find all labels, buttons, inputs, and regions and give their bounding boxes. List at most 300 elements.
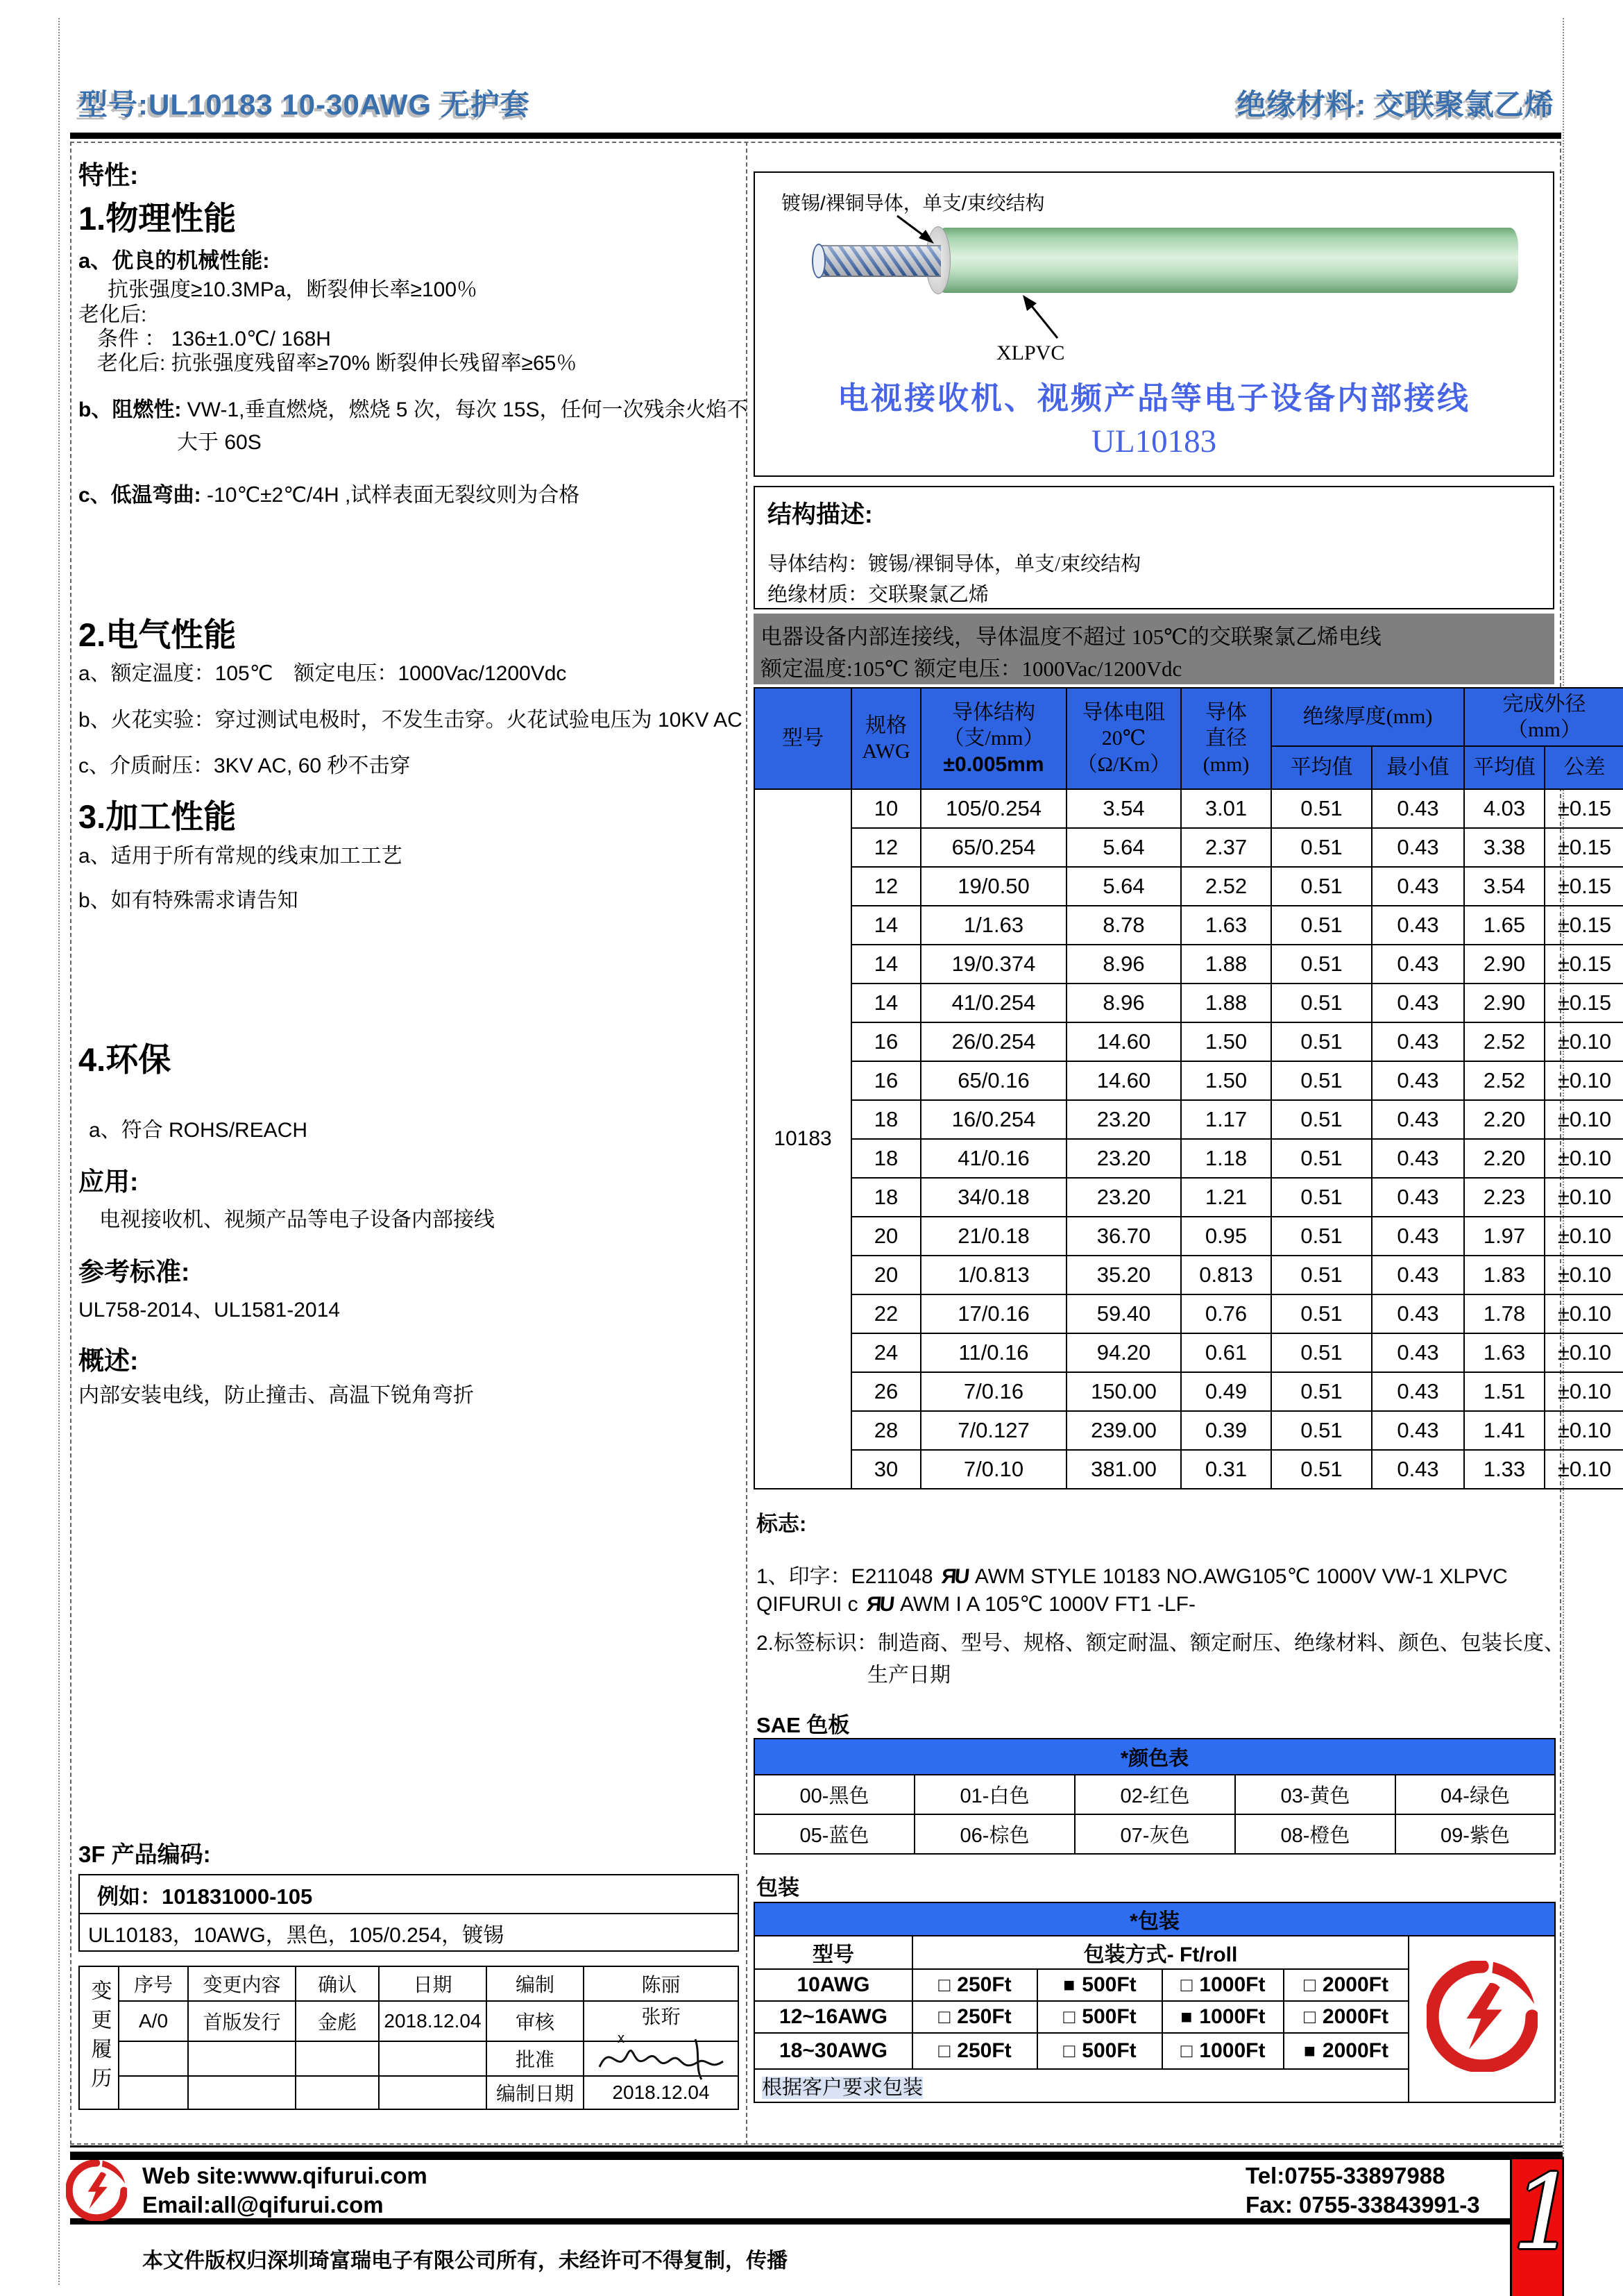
doc-title-model: 型号:UL10183 10-30AWG 无护套: [78, 88, 530, 121]
cell: 首版发行: [188, 2001, 296, 2041]
table-row: [754, 1256, 1623, 1294]
col-header-method: 包装方式- Ft/roll: [912, 1936, 1409, 1969]
sae-color-label: SAE 色板: [756, 1713, 850, 1737]
table-row: [754, 1775, 1555, 1814]
table-row: [754, 945, 1623, 984]
cell: 陈丽: [584, 1966, 738, 2001]
label: （mm）: [1507, 718, 1581, 741]
cell: 08-橙色: [1235, 1814, 1395, 1854]
cell: 20: [851, 1217, 921, 1256]
cell: 1.88: [1181, 945, 1271, 984]
footer-fax: Fax: 0755-33843991-3: [1246, 2192, 1480, 2218]
cell: 1.65: [1464, 906, 1545, 945]
cell: 94.20: [1067, 1333, 1181, 1372]
cell: 1/1.63: [921, 906, 1067, 945]
reviewer-name-cell: 张珩: [584, 2001, 738, 2041]
label: 1000Ft: [1199, 2039, 1266, 2062]
marking-line3: 2.标签标识：制造商、型号、规格、额定耐温、额定耐压、绝缘材料、颜色、包装长度、: [756, 1632, 1565, 1655]
checkbox-icon: ■: [1304, 2040, 1316, 2061]
label: 2000Ft: [1322, 2039, 1388, 2062]
cell: 0.43: [1372, 906, 1464, 945]
cell: ±0.10: [1545, 1061, 1623, 1100]
cell: 2.52: [1464, 1022, 1545, 1061]
cell: 0.43: [1372, 1372, 1464, 1411]
packaging-note-text: 根据客户要求包装: [762, 2076, 924, 2099]
cell: [188, 2041, 296, 2076]
cell: 0.31: [1181, 1450, 1271, 1489]
product-code-example: 例如：101831000-105: [80, 1875, 738, 1914]
col-header-finished-od: [1464, 688, 1623, 746]
table-row: [754, 984, 1623, 1022]
cell: 3.54: [1464, 867, 1545, 906]
application-heading: 应用:: [78, 1167, 139, 1196]
col-header-insulation-thickness: 绝缘厚度(mm): [1271, 688, 1464, 746]
table-row: [79, 2041, 738, 2076]
cell: 0.43: [1372, 828, 1464, 867]
cell: ±0.10: [1545, 1100, 1623, 1139]
phys-a-title: a、优良的机械性能:: [78, 248, 270, 273]
table-header-row: [754, 688, 1623, 746]
col-header-model: 型号: [754, 688, 851, 789]
page-number-box: [1510, 2153, 1578, 2296]
footer-thick-rule-top: [70, 2152, 1563, 2160]
marking-line1-post: AWM STYLE 10183 NO.AWG105℃ 1000V VW-1 XLPVC: [974, 1565, 1508, 1588]
product-code-desc: UL10183，10AWG，黑色，105/0.254，镀锡: [88, 1924, 504, 1947]
marking-line1: [756, 1559, 1508, 1589]
label: （Ω/Km）: [1076, 752, 1171, 776]
cell: [1037, 2001, 1162, 2033]
checkbox-icon: □: [1304, 1974, 1316, 1995]
col-header-awg: [851, 688, 921, 789]
structure-line1: 导体结构：镀锡/裸铜导体，单支/束绞结构: [767, 553, 1141, 575]
label: 导体电阻: [1082, 700, 1166, 724]
cell: 0.813: [1181, 1256, 1271, 1294]
cell: ±0.10: [1545, 1178, 1623, 1217]
cell: 0.51: [1271, 1372, 1372, 1411]
cell: 14: [851, 945, 921, 984]
cell: 23.20: [1067, 1100, 1181, 1139]
cell: 金彪: [296, 2001, 379, 2041]
cell: [296, 2041, 379, 2076]
cell: 0.61: [1181, 1333, 1271, 1372]
cell: 10: [851, 789, 921, 828]
cell: 0.51: [1271, 1333, 1372, 1372]
table-row: [79, 1966, 738, 2001]
cell: 0.51: [1271, 1256, 1372, 1294]
label: 导体: [1205, 700, 1247, 724]
structure-line2: 绝缘材质：交联聚氯乙烯: [767, 584, 989, 606]
phys-b-line2: 大于 60S: [177, 431, 262, 454]
cell: [296, 2076, 379, 2109]
cell: 1.88: [1181, 984, 1271, 1022]
cell: ±0.15: [1545, 906, 1623, 945]
cell: 8.96: [1067, 984, 1181, 1022]
cell: 3.38: [1464, 828, 1545, 867]
column-divider: [746, 142, 747, 2145]
cell: 20: [851, 1256, 921, 1294]
cell: 14.60: [1067, 1061, 1181, 1100]
cell: ±0.15: [1545, 789, 1623, 828]
cell: 0.43: [1372, 789, 1464, 828]
cell: 0.51: [1271, 1450, 1372, 1489]
cell: 1.18: [1181, 1139, 1271, 1178]
cell: ±0.15: [1545, 945, 1623, 984]
table-row: [754, 906, 1623, 945]
cell: 1.41: [1464, 1411, 1545, 1450]
cell: [379, 2076, 486, 2109]
cell: 26: [851, 1372, 921, 1411]
cell: 7/0.127: [921, 1411, 1067, 1450]
phys-c-line: [78, 478, 579, 508]
cell: 0.51: [1271, 1100, 1372, 1139]
cell: 239.00: [1067, 1411, 1181, 1450]
table-header-row: [754, 1902, 1555, 1936]
cell: 12: [851, 867, 921, 906]
cell: 批准: [486, 2041, 584, 2076]
cell: 16: [851, 1022, 921, 1061]
cell: 0.51: [1271, 945, 1372, 984]
cell: 35.20: [1067, 1256, 1181, 1294]
packaging-note: [754, 2069, 1409, 2102]
label: 500Ft: [1082, 2005, 1137, 2028]
cell: ±0.10: [1545, 1450, 1623, 1489]
cell: 0.51: [1271, 828, 1372, 867]
phys-aging-result: 老化后: 抗张强度残留率≥70% 断裂伸长残留率≥65％: [97, 352, 577, 375]
packaging-table: [754, 1902, 1556, 2103]
cell: 0.43: [1372, 1411, 1464, 1450]
cell: 1.21: [1181, 1178, 1271, 1217]
table-row: [754, 1139, 1623, 1178]
cell: 0.43: [1372, 1450, 1464, 1489]
cell: ±0.10: [1545, 1139, 1623, 1178]
ul-mark-icon: ЯU: [865, 1593, 894, 1616]
cell: 0.76: [1181, 1294, 1271, 1333]
col-header-resistance: [1067, 688, 1181, 789]
table-row: [754, 789, 1623, 828]
table-row: [754, 1061, 1623, 1100]
product-code-heading: 3F 产品编码:: [78, 1841, 211, 1867]
col-header-model: 型号: [754, 1936, 912, 1969]
cell: 0.51: [1271, 789, 1372, 828]
cell: [1284, 1969, 1409, 2001]
label: 1000Ft: [1199, 1973, 1266, 1996]
cell: 1.78: [1464, 1294, 1545, 1333]
cell: [1162, 1969, 1284, 2001]
checkbox-icon: □: [1180, 1974, 1193, 1995]
cell: 0.51: [1271, 867, 1372, 906]
checkbox-icon: □: [1180, 2040, 1193, 2061]
cell: 0.43: [1372, 1178, 1464, 1217]
structure-heading: 结构描述:: [767, 501, 873, 528]
copyright-line: 本文件版权归深圳琦富瑞电子有限公司所有，未经许可不得复制，传播: [142, 2249, 788, 2272]
proc-a: a、适用于所有常规的线束加工工艺: [78, 845, 402, 868]
col-subheader-tol: 公差: [1545, 746, 1623, 789]
cell: 0.39: [1181, 1411, 1271, 1450]
cell: ±0.10: [1545, 1217, 1623, 1256]
label: 2000Ft: [1322, 2005, 1388, 2028]
processing-heading: 3.加工性能: [78, 798, 237, 835]
cell: 28: [851, 1411, 921, 1450]
table-header-row: [754, 1739, 1555, 1775]
cell: 21/0.18: [921, 1217, 1067, 1256]
checkbox-icon: □: [1063, 2006, 1076, 2027]
cell: 1.97: [1464, 1217, 1545, 1256]
cell: 1.50: [1181, 1061, 1271, 1100]
cell: 23.20: [1067, 1178, 1181, 1217]
cell: ±0.15: [1545, 984, 1623, 1022]
cell: 0.43: [1372, 1333, 1464, 1372]
cell: ±0.10: [1545, 1256, 1623, 1294]
cell: 0.51: [1271, 906, 1372, 945]
footer-thick-rule-bottom: [70, 2218, 1563, 2225]
cell: 18: [851, 1139, 921, 1178]
cell: 0.49: [1181, 1372, 1271, 1411]
cell: [1284, 2001, 1409, 2033]
banner-line1: 电器设备内部连接线，导体温度不超过 105℃的交联聚氯乙烯电线: [760, 625, 1382, 649]
cell: [912, 2033, 1037, 2069]
revision-side-label: 变更履历: [79, 1966, 119, 2109]
cell: ±0.10: [1545, 1411, 1623, 1450]
overview-heading: 概述:: [78, 1347, 139, 1375]
product-code-example-box: [78, 1874, 739, 1952]
col-header-conductor: [921, 688, 1067, 789]
label: 2000Ft: [1322, 1973, 1388, 1996]
table-row: [754, 1450, 1623, 1489]
cell: 7/0.16: [921, 1372, 1067, 1411]
cell: 2018.12.04: [379, 2001, 486, 2041]
page-number: 1: [1512, 2153, 1578, 2272]
cell: 01-白色: [915, 1775, 1075, 1814]
phys-b-text: VW-1,垂直燃烧，燃烧 5 次，每次 15S，任何一次残余火焰不: [187, 398, 748, 421]
cell: 0.43: [1372, 867, 1464, 906]
cell: 105/0.254: [921, 789, 1067, 828]
table-row: [754, 1411, 1623, 1450]
cell: 日期: [379, 1966, 486, 2001]
cell: 1.33: [1464, 1450, 1545, 1489]
cell: 18~30AWG: [754, 2033, 912, 2069]
cell: ±0.15: [1545, 828, 1623, 867]
marking-line1-pre: 1、印字：E211048: [756, 1565, 933, 1588]
xlpvc-label: XLPVC: [996, 341, 1065, 364]
footer-tel: Tel:0755-33897988: [1246, 2163, 1445, 2188]
cell: 0.51: [1271, 1217, 1372, 1256]
cell: 2.52: [1181, 867, 1271, 906]
cell: 24: [851, 1333, 921, 1372]
label: 250Ft: [957, 2005, 1012, 2028]
cell: 5.64: [1067, 867, 1181, 906]
cell: 0.43: [1372, 945, 1464, 984]
elec-b: b、火花实验：穿过测试电极时，不发生击穿。火花试验电压为 10KV AC: [78, 709, 742, 732]
standards-heading: 参考标准:: [78, 1258, 190, 1286]
table-row: [754, 1936, 1555, 1969]
phys-c-label: c、低温弯曲:: [78, 484, 201, 507]
cell: 1/0.813: [921, 1256, 1067, 1294]
spec-table: [754, 687, 1623, 1489]
cell: 36.70: [1067, 1217, 1181, 1256]
cell: 16: [851, 1061, 921, 1100]
cell: 序号: [119, 1966, 188, 2001]
cell: 2.90: [1464, 945, 1545, 984]
cell: 0.95: [1181, 1217, 1271, 1256]
phys-aging-label: 老化后:: [78, 303, 147, 326]
cell: ±0.10: [1545, 1294, 1623, 1333]
label: 规格: [865, 714, 907, 737]
banner-line2: 额定温度:105℃ 额定电压：1000Vac/1200Vdc: [760, 657, 1182, 681]
label: 完成外径: [1502, 692, 1586, 716]
phys-a-line: 抗张强度≥10.3MPa，断裂伸长率≥100％: [108, 278, 478, 301]
cell: 0.43: [1372, 984, 1464, 1022]
conductor-label: 镀锡/裸铜导体，单支/束绞结构: [781, 192, 1045, 214]
cell: 10AWG: [754, 1969, 912, 2001]
cell: 07-灰色: [1075, 1814, 1235, 1854]
cell: [1162, 2001, 1284, 2033]
cell: 5.64: [1067, 828, 1181, 867]
label: 20℃: [1101, 727, 1146, 750]
label: AWG: [862, 740, 910, 763]
cell: 14: [851, 906, 921, 945]
cell: 0.43: [1372, 1061, 1464, 1100]
cell: 1.50: [1181, 1022, 1271, 1061]
elec-c: c、介质耐压：3KV AC, 60 秒不击穿: [78, 754, 411, 777]
cell: 0.51: [1271, 1022, 1372, 1061]
cell: 1.51: [1464, 1372, 1545, 1411]
cell: 1.83: [1464, 1256, 1545, 1294]
cell: 0.51: [1271, 1061, 1372, 1100]
table-row: [79, 2076, 738, 2109]
cell: 0.43: [1372, 1256, 1464, 1294]
standards-text: UL758-2014、UL1581-2014: [78, 1299, 340, 1322]
phys-c-text: -10℃±2℃/4H ,试样表面无裂纹则为合格: [207, 484, 580, 507]
cell: 19/0.50: [921, 867, 1067, 906]
marking-line2: [756, 1592, 1196, 1617]
cell: 26/0.254: [921, 1022, 1067, 1061]
footer-email: Email:all@qifurui.com: [142, 2192, 384, 2218]
cell: 381.00: [1067, 1450, 1181, 1489]
cell: 3.54: [1067, 789, 1181, 828]
cell: 2.20: [1464, 1139, 1545, 1178]
cell: 14.60: [1067, 1022, 1181, 1061]
cell: [1037, 1969, 1162, 2001]
cell: ±0.10: [1545, 1333, 1623, 1372]
checkbox-icon: ■: [1063, 1974, 1076, 1995]
checkbox-icon: □: [1304, 2006, 1316, 2027]
marking-line2-pre: QIFURUI c: [756, 1593, 858, 1616]
cell: [1284, 2033, 1409, 2069]
cell: 8.78: [1067, 906, 1181, 945]
cell: 65/0.16: [921, 1061, 1067, 1100]
phys-b-line: [78, 392, 748, 423]
cell: 0.51: [1271, 1294, 1372, 1333]
packaging-label: 包装: [756, 1875, 799, 1900]
cell: 编制: [486, 1966, 584, 2001]
electrical-heading: 2.电气性能: [78, 616, 237, 653]
table-row: [754, 1217, 1623, 1256]
label: ±0.005mm: [943, 752, 1044, 776]
cell: 34/0.18: [921, 1178, 1067, 1217]
phys-aging-cond: 条件 ： 136±1.0℃/ 168H: [97, 328, 331, 351]
traits-heading: 特性:: [78, 161, 139, 189]
col-subheader-avg2: 平均值: [1464, 746, 1545, 789]
cell: 23.20: [1067, 1139, 1181, 1178]
structure-panel: [754, 486, 1554, 609]
packaging-table-header: *包装: [754, 1902, 1555, 1936]
table-row: [754, 828, 1623, 867]
cell: 0.51: [1271, 1139, 1372, 1178]
cell: 0.51: [1271, 984, 1372, 1022]
cell: 2018.12.04: [584, 2076, 738, 2109]
cell: [119, 2041, 188, 2076]
marking-heading: 标志:: [756, 1512, 807, 1536]
color-table-header: *颜色表: [754, 1739, 1555, 1775]
elec-a: a、额定温度：105℃ 额定电压：1000Vac/1200Vdc: [78, 662, 567, 685]
label: (mm): [1203, 752, 1250, 776]
cell: [119, 2076, 188, 2109]
cell: 18: [851, 1100, 921, 1139]
footer-website: Web site:www.qifurui.com: [142, 2163, 427, 2188]
cell: 00-黑色: [754, 1775, 915, 1814]
table-row: [754, 1372, 1623, 1411]
header-rule: [70, 133, 1561, 139]
cell: [912, 2001, 1037, 2033]
overview-text: 内部安装电线，防止撞击、高温下锐角弯折: [78, 1384, 474, 1407]
cell: 1.63: [1464, 1333, 1545, 1372]
cell: 3.01: [1181, 789, 1271, 828]
doc-title-insulation: 绝缘材料: 交联聚氯乙烯: [1237, 88, 1554, 121]
cell: 19/0.374: [921, 945, 1067, 984]
cell: ±0.10: [1545, 1372, 1623, 1411]
table-row: [754, 867, 1623, 906]
label: 直径: [1205, 727, 1247, 750]
company-logo-cell: [1409, 1936, 1555, 2102]
cell: 确认: [296, 1966, 379, 2001]
cell: 12~16AWG: [754, 2001, 912, 2033]
cell: 编制日期: [486, 2076, 584, 2109]
label: 500Ft: [1082, 2039, 1137, 2062]
label: （支/mm）: [943, 727, 1044, 750]
cell: 30: [851, 1450, 921, 1489]
company-logo-icon: [1427, 1961, 1538, 2072]
checkbox-icon: □: [1063, 2040, 1076, 2061]
checkbox-icon: □: [938, 2006, 951, 2027]
illustration-subtitle: UL10183: [1091, 423, 1217, 459]
cell: 变更内容: [188, 1966, 296, 2001]
cell: 09-紫色: [1395, 1814, 1555, 1854]
cell: 2.37: [1181, 828, 1271, 867]
table-row: [754, 1814, 1555, 1854]
cell: 14: [851, 984, 921, 1022]
cell: 12: [851, 828, 921, 867]
cell: 11/0.16: [921, 1333, 1067, 1372]
cell: 05-蓝色: [754, 1814, 915, 1854]
environment-heading: 4.环保: [78, 1041, 171, 1078]
cell: 59.40: [1067, 1294, 1181, 1333]
approval-signature-cell: [584, 2031, 738, 2076]
label: 导体结构: [952, 700, 1035, 724]
cell: 41/0.16: [921, 1139, 1067, 1178]
checkbox-icon: □: [938, 2040, 951, 2061]
illustration-title: 电视接收机、视频产品等电子设备内部接线: [837, 380, 1470, 416]
cell: 18: [851, 1178, 921, 1217]
cell: 1.63: [1181, 906, 1271, 945]
product-summary-banner: [754, 614, 1554, 684]
cell: ±0.10: [1545, 1022, 1623, 1061]
cell: 150.00: [1067, 1372, 1181, 1411]
phys-b-label: b、阻燃性:: [78, 398, 182, 421]
cell: [379, 2041, 486, 2076]
table-row: [754, 1100, 1623, 1139]
marking-line4: 生产日期: [867, 1664, 951, 1687]
cell: 0.43: [1372, 1139, 1464, 1178]
